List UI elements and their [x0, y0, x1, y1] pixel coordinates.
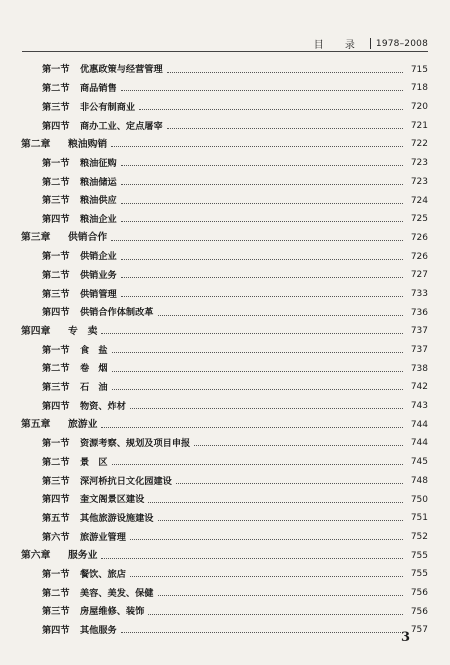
toc-entry-number: 第三节 — [42, 288, 70, 300]
dot-leader — [112, 388, 403, 390]
toc-entry-page: 726 — [410, 232, 428, 243]
dot-leader — [167, 127, 403, 129]
toc-entry-page: 748 — [410, 475, 428, 486]
dot-leader — [112, 351, 403, 353]
toc-section-row[interactable] — [21, 561, 428, 580]
toc-entry-number: 第一节 — [42, 569, 70, 581]
toc-entry-title: 餐饮、旅店 — [80, 569, 126, 581]
toc-entry-page: 727 — [410, 270, 428, 281]
toc-section-row[interactable] — [21, 579, 428, 598]
dot-leader — [158, 519, 404, 521]
toc-section-row[interactable] — [21, 206, 428, 225]
toc-entry-title: 优惠政策与经营管理 — [80, 64, 163, 76]
dot-leader — [112, 463, 403, 465]
toc-entry-title: 粮油供应 — [80, 195, 117, 207]
toc-entry-title: 非公有制商业 — [80, 101, 136, 113]
toc-entry-page: 745 — [410, 457, 428, 468]
toc-entry-page: 738 — [410, 363, 428, 374]
toc-entry-title: 景 区 — [80, 456, 108, 468]
dot-leader — [194, 444, 403, 446]
toc-entry-page: 721 — [410, 120, 428, 131]
dot-leader — [121, 220, 403, 222]
toc-entry-title: 食 盐 — [80, 344, 108, 356]
toc-entry-page: 718 — [410, 83, 428, 94]
toc-entry-title: 石 油 — [80, 382, 108, 394]
toc-entry-number: 第三章 — [21, 232, 51, 244]
dot-leader — [167, 71, 403, 73]
toc-entry-title: 房屋维修、装饰 — [80, 606, 145, 618]
toc-entry-page: 723 — [410, 158, 428, 169]
toc-entry-number: 第三节 — [42, 101, 70, 113]
toc-entry-number: 第五章 — [21, 418, 51, 430]
toc-section-row[interactable] — [21, 598, 428, 617]
dot-leader — [121, 89, 403, 91]
toc-chapter-row[interactable] — [21, 542, 428, 561]
toc-entry-title: 粮油储运 — [80, 176, 117, 188]
toc-section-row[interactable] — [21, 374, 428, 393]
toc-chapter-row[interactable] — [21, 318, 428, 337]
toc-entry-page: 751 — [410, 513, 428, 524]
dot-leader — [121, 164, 403, 166]
toc-entry-number: 第二节 — [42, 363, 70, 375]
dot-leader — [130, 407, 403, 409]
toc-entry-number: 第二节 — [42, 587, 70, 599]
toc-section-row[interactable] — [21, 523, 428, 542]
toc-entry-title: 旅游业管理 — [80, 531, 126, 543]
toc-section-row[interactable] — [21, 617, 428, 636]
toc-chapter-row[interactable] — [21, 131, 428, 150]
header-rule — [22, 51, 428, 52]
toc-entry-title: 资源考察、规划及项目申报 — [80, 438, 191, 450]
dot-leader — [121, 202, 403, 204]
toc-entry-page: 737 — [410, 345, 428, 355]
toc-entry-number: 第四节 — [42, 494, 70, 506]
toc-entry-number: 第二节 — [42, 83, 70, 95]
toc-entry-title: 粮油企业 — [80, 213, 117, 225]
toc-entry-page: 756 — [410, 606, 428, 617]
toc-entry-number: 第三节 — [42, 475, 70, 487]
dot-leader — [121, 631, 403, 633]
toc-section-row[interactable] — [21, 93, 428, 112]
toc-entry-number: 第一节 — [42, 64, 70, 76]
dot-leader — [101, 332, 403, 334]
toc-entry-number: 第一节 — [42, 438, 70, 450]
toc-entry-title: 奎文阁景区建设 — [80, 494, 145, 506]
dot-leader — [148, 613, 403, 615]
toc-entry-title: 商办工业、定点屠宰 — [80, 120, 163, 132]
toc-entry-page: 723 — [410, 176, 428, 187]
toc-section-row[interactable] — [21, 112, 428, 131]
toc-entry-title: 其他服务 — [80, 625, 117, 637]
toc-section-row[interactable] — [21, 299, 428, 318]
toc-entry-number: 第四节 — [42, 120, 70, 132]
toc-entry-number: 第五节 — [42, 512, 70, 524]
toc-entry-number: 第四章 — [21, 325, 51, 337]
running-header — [314, 36, 428, 51]
page-number: 3 — [400, 630, 410, 645]
dot-leader — [111, 145, 403, 147]
toc-section-row[interactable] — [21, 430, 428, 449]
toc-entry-page: 715 — [410, 64, 428, 75]
toc-entry-page: 750 — [410, 494, 428, 505]
toc-section-row[interactable] — [21, 187, 428, 206]
toc-section-row[interactable] — [21, 168, 428, 187]
toc-entry-number: 第四节 — [42, 213, 70, 225]
dot-leader — [148, 501, 403, 503]
header-divider — [370, 38, 371, 49]
toc-entry-title: 供销合作体制改革 — [80, 307, 154, 319]
toc-entry-number: 第六节 — [42, 531, 70, 543]
toc-entry-title: 供销管理 — [80, 288, 117, 300]
dot-leader — [121, 276, 403, 278]
toc-section-row[interactable] — [21, 243, 428, 262]
toc-entry-title: 卷 烟 — [80, 363, 108, 375]
dot-leader — [139, 108, 403, 110]
dot-leader — [130, 538, 403, 540]
toc-entry-page: 755 — [410, 550, 428, 561]
toc-entry-number: 第一节 — [42, 344, 70, 356]
toc-section-row[interactable] — [21, 75, 428, 94]
toc-chapter-row[interactable] — [21, 411, 428, 430]
toc-section-row[interactable] — [21, 280, 428, 299]
toc-entry-number: 第六章 — [21, 549, 51, 561]
dot-leader — [101, 557, 403, 559]
toc-entry-page: 720 — [410, 102, 428, 113]
toc-section-row[interactable] — [21, 467, 428, 486]
toc-entry-title: 其他旅游设施建设 — [80, 512, 154, 524]
dot-leader — [121, 258, 403, 260]
toc-entry-page: 742 — [410, 382, 428, 393]
toc-entry-page: 736 — [410, 307, 428, 318]
table-of-contents — [21, 56, 428, 635]
toc-entry-page: 726 — [410, 251, 428, 262]
toc-entry-page: 756 — [410, 587, 428, 598]
toc-entry-number: 第三节 — [42, 606, 70, 618]
toc-entry-number: 第一节 — [42, 157, 70, 169]
toc-chapter-row[interactable] — [21, 224, 428, 243]
toc-entry-number: 第三节 — [42, 382, 70, 394]
toc-entry-title: 供销业务 — [80, 270, 117, 282]
dot-leader — [158, 314, 404, 316]
toc-entry-number: 第一节 — [42, 251, 70, 263]
toc-entry-title: 服务业 — [68, 549, 98, 561]
toc-entry-page: 755 — [410, 569, 428, 580]
toc-entry-number: 第二章 — [21, 138, 51, 150]
dot-leader — [121, 183, 403, 185]
toc-entry-number: 第四节 — [42, 307, 70, 319]
dot-leader — [101, 426, 403, 428]
toc-entry-page: 757 — [410, 625, 428, 636]
toc-entry-page: 743 — [410, 401, 428, 412]
toc-entry-number: 第二节 — [42, 456, 70, 468]
toc-section-row[interactable] — [21, 56, 428, 75]
toc-entry-page: 752 — [410, 531, 428, 542]
header-section-title: 目 录 — [313, 40, 364, 51]
toc-section-row[interactable] — [21, 355, 428, 374]
toc-entry-title: 物资、炸材 — [80, 400, 126, 412]
toc-entry-number: 第四节 — [42, 400, 70, 412]
toc-entry-title: 供销企业 — [80, 251, 117, 263]
toc-entry-title: 供销合作 — [68, 232, 108, 244]
toc-entry-title: 商品销售 — [80, 83, 117, 95]
toc-entry-number: 第二节 — [42, 270, 70, 282]
toc-entry-title: 粮油征购 — [80, 157, 117, 169]
toc-entry-title: 深河桥抗日文化园建设 — [80, 475, 172, 487]
toc-section-row[interactable] — [21, 486, 428, 505]
header-years: 1978–2008 — [375, 38, 428, 49]
toc-section-row[interactable] — [21, 505, 428, 524]
toc-entry-number: 第四节 — [42, 625, 70, 637]
toc-section-row[interactable] — [21, 448, 428, 467]
toc-entry-page: 724 — [410, 195, 428, 206]
toc-section-row[interactable] — [21, 149, 428, 168]
toc-section-row[interactable] — [21, 262, 428, 281]
dot-leader — [158, 594, 404, 596]
dot-leader — [130, 575, 403, 577]
toc-entry-number: 第三节 — [42, 195, 70, 207]
toc-entry-number: 第二节 — [42, 176, 70, 188]
dot-leader — [111, 239, 403, 241]
toc-entry-page: 744 — [410, 438, 428, 449]
toc-entry-title: 粮油购销 — [68, 138, 108, 150]
toc-entry-page: 737 — [410, 326, 428, 337]
toc-entry-title: 专 卖 — [68, 325, 98, 337]
toc-entry-title: 旅游业 — [68, 418, 98, 430]
toc-entry-page: 733 — [410, 288, 428, 299]
toc-entry-page: 725 — [410, 214, 428, 225]
toc-entry-title: 美容、美发、保健 — [80, 587, 154, 599]
dot-leader — [112, 370, 403, 372]
toc-entry-page: 744 — [410, 419, 428, 430]
dot-leader — [176, 482, 403, 484]
toc-entry-page: 722 — [410, 139, 428, 150]
toc-section-row[interactable] — [21, 336, 428, 355]
dot-leader — [121, 295, 403, 297]
toc-section-row[interactable] — [21, 392, 428, 411]
